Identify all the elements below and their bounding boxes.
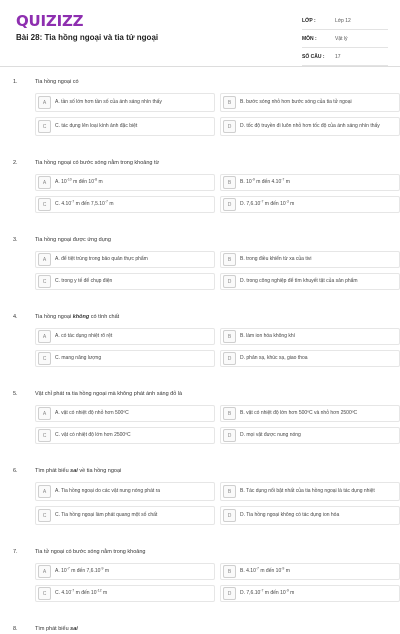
answer-option-d[interactable] [220,196,400,213]
question-text: Tia tử ngoại có bước sóng nằm trong khoảng [35,548,146,555]
answer-option-b[interactable] [220,328,400,345]
option-letter-badge: C [38,509,51,522]
question-header [13,234,400,245]
option-letter-badge: A [38,485,51,498]
question-header [13,388,400,399]
question-item [0,465,400,525]
option-letter-badge: C [38,275,51,288]
answer-options [35,93,400,136]
meta-value: Lớp 12 [335,17,351,24]
option-text: D. $7,6.10^{-7}$ m đến $10^{-9}$ m [240,588,295,597]
option-letter-badge: B [223,96,236,109]
question-header [13,623,400,634]
question-text: Vật chỉ phát ra tia hồng ngoại mà không phát ánh sáng đỏ là [35,390,183,397]
question-text: Tia hồng ngoại không có tính chất [35,313,120,320]
question-text: Tìm phát biểu sai [35,625,78,632]
answer-option-a[interactable] [35,328,215,345]
answer-options [35,405,400,444]
option-text: D. tốc độ truyền đi luôn nhỏ hơn tốc độ của ánh sáng nhìn thấy [240,123,380,130]
question-number: 1. [13,78,18,85]
quizizz-logo: QUIZIZZ [16,12,84,30]
answer-option-b[interactable] [220,93,400,112]
option-text: D. phản xạ, khúc xạ, giao thoa [240,355,308,362]
meta-key: SỐ CÂU : [302,53,325,60]
option-letter-badge: A [38,253,51,266]
question-item [0,546,400,602]
meta-row-count [302,48,388,66]
question-item [0,623,400,634]
option-text: D. $7,6.10^{-7}$ m đến $10^{-3}$ m [240,199,295,208]
option-letter-badge: D [223,275,236,288]
answer-options [35,482,400,525]
option-text: A. $10^{-7}$ m đến $7,6.10^{-9}$ m [55,566,110,575]
meta-row-subject [302,30,388,48]
question-number: 7. [13,548,18,555]
question-number: 8. [13,625,18,632]
answer-option-d[interactable] [220,585,400,602]
meta-key: MÔN : [302,35,317,42]
option-text: B. làm ion hóa không khí [240,333,296,340]
answer-option-b[interactable] [220,563,400,580]
meta-table [302,12,388,66]
answer-options [35,563,400,602]
option-text: B. trong điều khiển từ xa của tivi [240,256,312,263]
meta-key: LỚP : [302,17,316,24]
answer-option-d[interactable] [220,427,400,444]
option-letter-badge: D [223,587,236,600]
answer-option-b[interactable] [220,174,400,191]
option-letter-badge: B [223,407,236,420]
option-text: A. có tác dụng nhiệt rõ rệt [55,333,113,340]
question-list [0,76,400,634]
option-letter-badge: D [223,198,236,211]
question-text: Tia hồng ngoại có [35,78,79,85]
option-text: A. để tiệt trùng trong bảo quản thực phẩm [55,256,148,263]
question-header [13,311,400,322]
option-letter-badge: C [38,198,51,211]
question-item [0,234,400,290]
option-letter-badge: D [223,509,236,522]
option-text: B. bước sóng nhỏ hơn bước sóng của tia tử ngoại [240,99,352,106]
answer-option-a[interactable] [35,405,215,422]
question-text: Tìm phát biểu sai về tia hồng ngoại [35,467,122,474]
option-text: B. $4.10^{-7}$ m đến $10^{-9}$ m [240,566,290,575]
option-letter-badge: B [223,176,236,189]
answer-options [35,328,400,367]
option-letter-badge: A [38,330,51,343]
question-number: 5. [13,390,18,397]
option-letter-badge: A [38,565,51,578]
option-letter-badge: C [38,429,51,442]
option-text: C. $4.10^{-7}$ m đến $7,5.10^{-7}$ m [55,199,114,208]
question-text: Tia hồng ngoại được ứng dụng [35,236,111,243]
option-letter-badge: B [223,330,236,343]
option-text: C. mang năng lượng [55,355,102,362]
option-letter-badge: C [38,587,51,600]
question-header [13,157,400,168]
question-text: Tia hồng ngoại có bước sóng nằm trong khoảng từ [35,159,160,166]
answer-option-d[interactable] [220,273,400,290]
question-number: 4. [13,313,18,320]
header-divider [0,66,400,67]
answer-option-a[interactable] [35,251,215,268]
option-text: C. Tia hồng ngoại làm phát quang một số chất [55,512,158,519]
question-number: 2. [13,159,18,166]
answer-option-d[interactable] [220,350,400,367]
option-text: A. tần số lớn hơn tần số của ánh sáng nhìn thấy [55,99,162,106]
answer-option-a[interactable] [35,482,215,501]
option-letter-badge: B [223,485,236,498]
answer-option-b[interactable] [220,482,400,501]
question-number: 3. [13,236,18,243]
option-text: A. $10^{-10}$ m đến $10^{-8}$ m [55,177,103,186]
answer-option-a[interactable] [35,174,215,191]
answer-option-c[interactable] [35,196,215,213]
option-letter-badge: B [223,565,236,578]
question-item [0,76,400,136]
option-text: D. Tia hồng ngoại không có tác dụng ion hóa [240,512,340,519]
option-text: A. vật có nhiệt độ nhỏ hơn 500ºC [55,410,129,417]
option-text: A. Tia hồng ngoại do các vật nung nóng phát ra [55,488,161,495]
option-text: B. $10^{-9}$ m đến $4.10^{-7}$ m [240,177,290,186]
answer-options [35,174,400,213]
answer-option-b[interactable] [220,251,400,268]
meta-value: Vật lý [335,35,348,42]
meta-value: 17 [335,53,341,60]
option-text: C. $4.10^{-7}$ m đến $10^{-12}$ m [55,588,108,597]
question-item [0,311,400,367]
answer-option-d[interactable] [220,506,400,525]
answer-option-b[interactable] [220,405,400,422]
option-letter-badge: D [223,352,236,365]
option-text: D. trong công nghiệp để tìm khuyết tật của sản phẩm [240,278,358,285]
question-header [13,465,400,476]
option-letter-badge: C [38,352,51,365]
option-letter-badge: A [38,96,51,109]
question-header [13,546,400,557]
option-letter-badge: D [223,120,236,133]
option-text: D. mọi vật được nung nóng [240,432,301,439]
option-text: C. tác dụng lên loại kính ảnh đặc biệt [55,123,138,130]
question-item [0,388,400,444]
option-letter-badge: A [38,176,51,189]
answer-options [35,251,400,290]
answer-option-a[interactable] [35,563,215,580]
answer-option-c[interactable] [35,585,215,602]
option-letter-badge: B [223,253,236,266]
meta-row-class [302,12,388,30]
answer-option-d[interactable] [220,117,400,136]
question-header [13,76,400,87]
question-item [0,157,400,213]
option-letter-badge: A [38,407,51,420]
answer-option-c[interactable] [35,117,215,136]
option-text: C. vật có nhiệt độ lớn hơn 2500ºC [55,432,131,439]
answer-option-c[interactable] [35,427,215,444]
option-letter-badge: C [38,120,51,133]
option-text: B. vật có nhiệt độ lớn hơn 500ºC và nhỏ hơn 2500ºC [240,410,358,417]
answer-option-a[interactable] [35,93,215,112]
option-text: C. trong y tế để chụp điện [55,278,113,285]
question-number: 6. [13,467,18,474]
answer-option-c[interactable] [35,273,215,290]
answer-option-c[interactable] [35,350,215,367]
option-letter-badge: D [223,429,236,442]
answer-option-c[interactable] [35,506,215,525]
page-title: Bài 28: Tia hồng ngoại và tia tử ngoại [16,33,159,42]
option-text: B. Tác dụng nổi bật nhất của tia hồng ngoại là tác dụng nhiệt [240,488,375,495]
